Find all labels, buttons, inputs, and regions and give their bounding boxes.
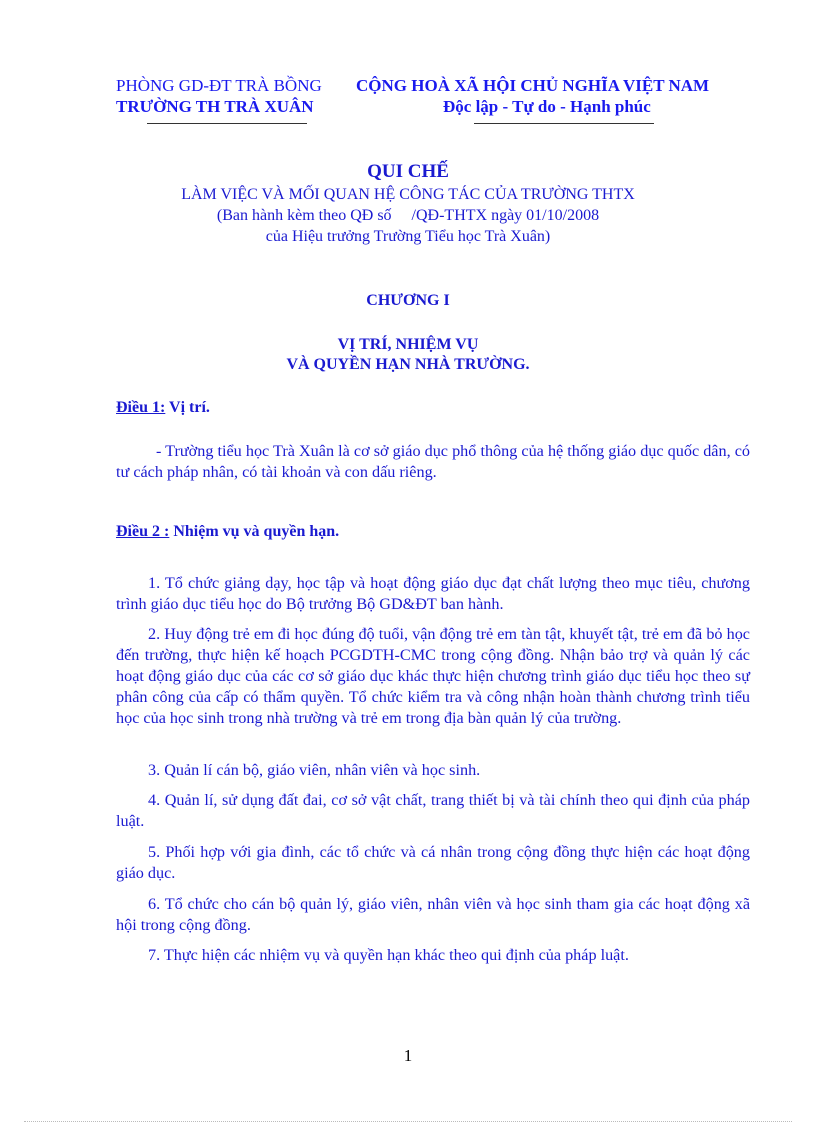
article-1-paragraph: - Trường tiểu học Trà Xuân là cơ sở giáo dục phổ thông của hệ thống giáo dục quốc dân, có tư cách pháp nhân, có tài khoản và con dấu riêng.: [116, 442, 750, 481]
header-nation: CỘNG HOÀ XÃ HỘI CHỦ NGHĨA VIỆT NAM: [356, 76, 710, 95]
document-issuer: của Hiệu trưởng Trường Tiểu học Trà Xuân): [265, 228, 551, 245]
article-1-title: Vị trí.: [165, 399, 210, 416]
article-2-item-4: 4. Quản lí, sử dụng đất đai, cơ sở vật chất, trang thiết bị và tài chính theo qui định của pháp luật.: [116, 791, 750, 830]
document-subtitle: LÀM VIỆC VÀ MỐI QUAN HỆ CÔNG TÁC CỦA TRƯỜNG THTX: [181, 186, 635, 203]
document-title: QUI CHẾ: [367, 161, 449, 182]
article-2-label: Điều 2 :: [116, 523, 170, 540]
page-number: 1: [403, 1046, 413, 1065]
chapter-label: CHƯƠNG I: [366, 292, 450, 309]
header-school: TRƯỜNG TH TRÀ XUÂN: [116, 97, 314, 116]
article-2-heading: [116, 523, 339, 541]
article-2-item-1: 1. Tổ chức giảng dạy, học tập và hoạt động giáo dục đạt chất lượng theo mục tiêu, chương trình giáo dục tiểu học do Bộ trưởng Bộ GD&ĐT ban hành.: [116, 574, 750, 613]
chapter-heading-2: VÀ QUYỀN HẠN NHÀ TRƯỜNG.: [286, 356, 530, 373]
article-2-title: Nhiệm vụ và quyền hạn.: [169, 523, 340, 540]
header-department: PHÒNG GD-ĐT TRÀ BỒNG: [116, 76, 322, 95]
chapter-heading-1: VỊ TRÍ, NHIỆM VỤ: [337, 336, 479, 353]
page-bottom-border: [24, 1121, 792, 1122]
article-2-item-2: 2. Huy động trẻ em đi học đúng độ tuổi, vận động trẻ em tàn tật, khuyết tật, trẻ em đã bỏ học đến trường, thực hiện kế hoạch PCGDTH-CMC trong cộng đồng. Nhận bảo trợ và quản lý các hoạt động giáo dục của các cơ sở giáo dục khác thực hiện chương trình giáo dục tiểu học theo sự phân công của cấp có thẩm quyền. Tổ chức kiểm tra và công nhận hoàn thành chương trình tiểu học của học sinh trong nhà trường và trẻ em trong địa bàn quản lý của trường.: [116, 625, 750, 727]
document-issuance: (Ban hành kèm theo QĐ số /QĐ-THTX ngày 01/10/2008: [216, 207, 600, 224]
article-1-heading: [116, 399, 210, 417]
article-2-item-6: 6. Tổ chức cho cán bộ quản lý, giáo viên, nhân viên và học sinh tham gia các hoạt động xã hội trong cộng đồng.: [116, 895, 750, 934]
article-1-label: Điều 1:: [116, 399, 166, 416]
article-2-item-3: 3. Quản lí cán bộ, giáo viên, nhân viên và học sinh.: [148, 761, 481, 779]
header-left-underline: [147, 123, 307, 124]
header-right-underline: [474, 123, 654, 124]
article-2-item-7: 7. Thực hiện các nhiệm vụ và quyền hạn khác theo qui định của pháp luật.: [148, 946, 629, 964]
article-2-item-5: 5. Phối hợp với gia đình, các tổ chức và cá nhân trong cộng đồng thực hiện các hoạt động giáo dục.: [116, 843, 750, 882]
header-motto: Độc lập - Tự do - Hạnh phúc: [443, 97, 651, 116]
